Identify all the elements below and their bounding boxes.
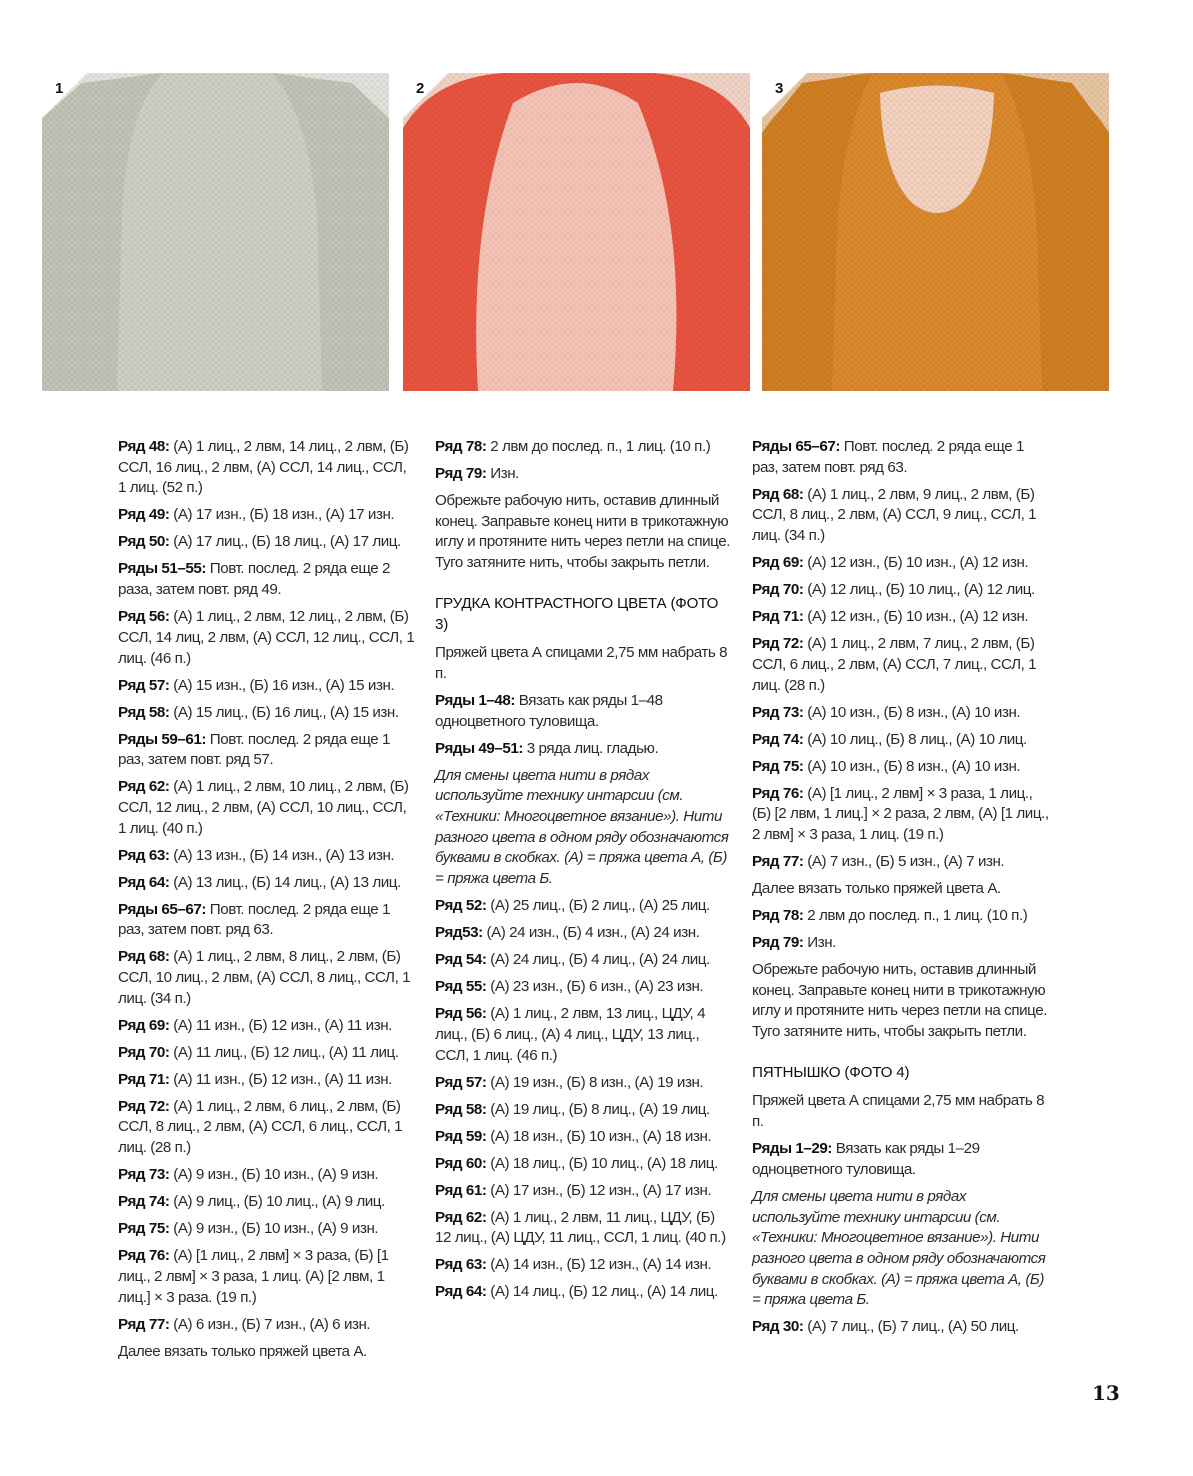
row-instruction [118,1070,416,1091]
row-instruction [752,757,1052,778]
row-text: (А) 17 изн., (Б) 18 изн., (А) 17 изн. [169,506,395,524]
row-text: (А) 12 изн., (Б) 10 изн., (А) 12 изн. [803,608,1029,626]
section-heading: ПЯТНЫШКО (ФОТО 4) [752,1063,910,1081]
row-label: Ряд 50: [118,533,170,551]
row-instruction [752,634,1052,696]
row-label: Ряд 69: [752,554,804,572]
row-label: Ряд 70: [752,581,804,599]
row-instruction [435,1004,731,1066]
row-text: (А) 19 изн., (Б) 8 изн., (А) 19 изн. [486,1073,704,1091]
row-text: (А) 6 изн., (Б) 7 изн., (А) 6 изн. [169,1315,371,1333]
row-text: Повт. послед. 2 ряда еще 2 раза, затем повт. ряд 49. [118,560,390,599]
row-instruction [118,437,416,499]
row-text: Далее вязать только пряжей цвета А. [118,1342,367,1360]
row-label: Ряд 30: [752,1318,804,1336]
row-label: Ряды 65–67: [118,900,206,918]
row-label: Ряды 1–48: [435,691,515,709]
photo-2 [403,73,750,391]
row-text: Пряжей цвета А спицами 2,75 мм набрать 8 п. [435,644,728,682]
photo-number-3: 3 [775,80,784,97]
row-text: (А) 12 лиц., (Б) 10 лиц., (А) 12 лиц. [803,581,1035,599]
row-instruction [435,896,731,917]
knitted-body-red-image [403,73,750,391]
row-text: (А) 15 лиц., (Б) 16 лиц., (А) 15 изн. [169,703,399,721]
row-text: (А) 25 лиц., (Б) 2 лиц., (А) 25 лиц. [486,897,710,915]
row-text: (А) 9 изн., (Б) 10 изн., (А) 9 изн. [169,1220,379,1238]
row-text: (А) 1 лиц., 2 лвм, 9 лиц., 2 лвм, (Б) ССЛ, 8 лиц., 2 лвм, (А) ССЛ, 9 лиц., ССЛ, 1 лиц. (34 п.) [752,485,1037,545]
row-instruction [435,464,731,485]
row-text: (А) 11 лиц., (Б) 12 лиц., (А) 11 лиц. [169,1043,399,1061]
row-text: (А) 1 лиц., 2 лвм, 12 лиц., 2 лвм, (Б) ССЛ, 14 лиц, 2 лвм, (А) ССЛ, 12 лиц., ССЛ, 1 лиц. (46 п.) [118,608,415,667]
intarsia-note: Для смены цвета нити в рядах используйте технику интарсии (см. «Техники: Многоцветное вязание»). Нити разного цвета в одном ряду обозначаются буквами в скобках. (А) = пряжа цвета А, (Б) = пряжа цвета Б. [435,766,729,888]
row-label: Ряд 75: [118,1220,170,1238]
text-column-2 [435,437,731,1309]
row-instruction [435,691,731,732]
row-text: (А) 11 изн., (Б) 12 изн., (А) 11 изн. [169,1016,392,1034]
row-instruction [752,703,1052,724]
row-label: Ряд 78: [435,438,487,455]
row-instruction [435,923,731,944]
row-text: (А) 1 лиц., 2 лвм, 8 лиц., 2 лвм, (Б) ССЛ, 10 лиц., 2 лвм, (А) ССЛ, 8 лиц., ССЛ, 1 лиц. (34 п.) [118,948,411,1007]
row-instruction [118,703,416,724]
row-text: Пряжей цвета А спицами 2,75 мм набрать 8 п. [752,1092,1045,1131]
row-label: Ряд 54: [435,951,487,969]
row-text: (А) 15 изн., (Б) 16 изн., (А) 15 изн. [169,676,395,694]
row-text: 3 ряда лиц. гладью. [522,739,659,757]
row-label: Ряд 77: [752,852,804,870]
row-text: Далее вязать только пряжей цвета А. [752,879,1001,897]
row-label: Ряд 48: [118,438,170,455]
row-text: (А) 24 лиц., (Б) 4 лиц., (А) 24 лиц. [486,951,710,969]
photo-1 [42,73,389,391]
row-instruction [118,1097,416,1159]
row-instruction [752,906,1052,927]
row-text: (А) 7 лиц., (Б) 7 лиц., (А) 50 лиц. [803,1318,1019,1336]
row-instruction [752,485,1052,547]
row-instruction [752,553,1052,574]
row-label: Ряд 70: [118,1043,170,1061]
row-text: Обрежьте рабочую нить, оставив длинный конец. Заправьте конец нити в трикотажную иглу и протяните нить через петли на спице. Туго затяните нить, чтобы закрыть петли. [435,492,730,572]
row-label: Ряд 79: [435,465,487,482]
row-text: Изн. [803,933,836,951]
row-text: 2 лвм до послед. п., 1 лиц. (10 п.) [803,906,1028,924]
row-text: (А) 11 изн., (Б) 12 изн., (А) 11 изн. [169,1070,392,1088]
row-instruction [118,676,416,697]
instruction-paragraph [435,643,731,684]
instruction-paragraph [752,960,1052,1043]
row-instruction [435,950,731,971]
row-instruction [118,607,416,669]
row-text: (А) [1 лиц., 2 лвм] × 3 раза, (Б) [1 лиц., 2 лвм] × 3 раза, 1 лиц. (А) [2 лвм, 1 лиц.] × 3 раза. (19 п.) [118,1247,389,1306]
page-number: 13 [1092,1381,1120,1405]
photo-number-2: 2 [416,80,425,97]
row-label: Ряд 63: [435,1256,487,1274]
row-label: Ряд 71: [118,1070,170,1088]
row-label: Ряд 77: [118,1315,170,1333]
row-text: (А) 1 лиц., 2 лвм, 10 лиц., 2 лвм, (Б) ССЛ, 12 лиц., 2 лвм, (А) ССЛ, 10 лиц., ССЛ, 1 лиц. (40 п.) [118,778,409,837]
row-instruction [118,900,416,941]
row-instruction [752,437,1052,478]
row-instruction [118,947,416,1009]
row-instruction [752,1317,1052,1338]
row-instruction [435,1208,731,1249]
row-text: (А) 9 лиц., (Б) 10 лиц., (А) 9 лиц. [169,1193,385,1211]
row-instruction [118,505,416,526]
knitted-body-grey-image [42,73,389,391]
row-text: (А) 18 изн., (Б) 10 изн., (А) 18 изн. [486,1127,712,1145]
row-instruction [752,1139,1052,1180]
row-instruction [752,852,1052,873]
row-instruction [118,559,416,600]
instruction-paragraph [752,1091,1052,1132]
row-text: (А) 10 изн., (Б) 8 изн., (А) 10 изн. [803,703,1021,721]
row-label: Ряд 56: [118,608,170,626]
row-label: Ряд 56: [435,1005,487,1023]
row-label: Ряд 58: [435,1100,487,1118]
row-instruction [752,784,1052,846]
row-label: Ряд 72: [752,635,804,653]
row-instruction [118,1315,416,1336]
row-label: Ряд 61: [435,1181,487,1199]
row-label: Ряд 58: [118,703,170,721]
section-heading: ГРУДКА КОНТРАСТНОГО ЦВЕТА (ФОТО 3) [435,594,719,633]
row-instruction [435,437,731,458]
row-instruction [435,1073,731,1094]
row-instruction [118,1016,416,1037]
instruction-paragraph [118,1342,416,1363]
row-label: Ряд 74: [118,1193,170,1211]
row-instruction [752,933,1052,954]
row-label: Ряд 76: [118,1247,170,1265]
row-instruction [118,730,416,771]
row-label: Ряд 73: [752,703,804,721]
row-label: Ряды 59–61: [118,730,206,748]
row-text: Обрежьте рабочую нить, оставив длинный конец. Заправьте конец нити в трикотажную иглу и протяните нить через петли на спице. Туго затяните нить, чтобы закрыть петли. [752,960,1047,1041]
row-text: (А) 7 изн., (Б) 5 изн., (А) 7 изн. [803,852,1005,870]
row-text: (А) 1 лиц., 2 лвм, 14 лиц., 2 лвм, (Б) ССЛ, 16 лиц., 2 лвм, (А) ССЛ, 14 лиц., ССЛ, 1 лиц. (52 п.) [118,438,409,497]
row-text: Вязать как ряды 1–48 одноцветного туловища. [435,691,663,730]
row-text: (А) 1 лиц., 2 лвм, 11 лиц., ЦДУ, (Б) 12 лиц., (А) ЦДУ, 11 лиц., ССЛ, 1 лиц. (40 п.) [435,1208,726,1247]
row-instruction [435,1282,731,1303]
row-instruction [435,1154,731,1175]
row-text: (А) 18 лиц., (Б) 10 лиц., (А) 18 лиц. [486,1154,718,1172]
row-instruction [118,1219,416,1240]
row-label: Ряд 62: [435,1208,487,1226]
row-label: Ряд 76: [752,784,804,802]
row-instruction [118,532,416,553]
row-label: Ряд 78: [752,906,804,924]
row-text: (А) 14 изн., (Б) 12 изн., (А) 14 изн. [486,1256,712,1274]
row-text: (А) 1 лиц., 2 лвм, 6 лиц., 2 лвм, (Б) ССЛ, 8 лиц., 2 лвм, (А) ССЛ, 6 лиц., ССЛ, 1 лиц. (28 п.) [118,1097,403,1157]
row-text: (А) 12 изн., (Б) 10 изн., (А) 12 изн. [803,554,1029,572]
row-label: Ряды 65–67: [752,438,840,455]
text-column-3 [752,437,1052,1344]
row-instruction [752,607,1052,628]
row-text: (А) 17 лиц., (Б) 18 лиц., (А) 17 лиц. [169,533,401,551]
row-label: Ряд 75: [752,757,804,775]
row-instruction [752,580,1052,601]
photo-number-1: 1 [55,80,64,97]
row-text: (А) [1 лиц., 2 лвм] × 3 раза, 1 лиц., (Б) [2 лвм, 1 лиц.] × 2 раза, 2 лвм, (А) [1 лиц., 2 лвм] × 3 раза, 1 лиц. (19 п.) [752,784,1049,843]
row-instruction [435,977,731,998]
row-label: Ряд 59: [435,1127,487,1145]
row-label: Ряд 57: [435,1073,487,1091]
row-text: (А) 13 лиц., (Б) 14 лиц., (А) 13 лиц. [169,873,401,891]
row-instruction [118,1165,416,1186]
row-label: Ряд 52: [435,897,487,915]
row-label: Ряд 60: [435,1154,487,1172]
photo-3 [762,73,1109,391]
row-label: Ряд 68: [752,485,804,503]
intarsia-note: Для смены цвета нити в рядах используйте технику интарсии (см. «Техники: Многоцветное вязание»). Нити разного цвета в одном ряду обозначаются буквами в скобках. (А) = пряжа цвета А, (Б) = пряжа цвета Б. [752,1187,1046,1309]
row-text: Повт. послед. 2 ряда еще 1 раз, затем повт. ряд 63. [118,900,390,939]
row-instruction [118,1192,416,1213]
row-text: (А) 19 лиц., (Б) 8 лиц., (А) 19 лиц. [486,1100,710,1118]
row-instruction [435,739,731,760]
row-instruction [118,1246,416,1308]
row-label: Ряды 49–51: [435,739,523,757]
row-text: 2 лвм до послед. п., 1 лиц. (10 п.) [486,438,711,455]
row-label: Ряд53: [435,924,483,942]
row-text: (А) 13 изн., (Б) 14 изн., (А) 13 изн. [169,846,395,864]
row-text: Вязать как ряды 1–29 одноцветного туловища. [752,1140,980,1178]
row-label: Ряд 72: [118,1097,170,1115]
row-text: (А) 10 лиц., (Б) 8 лиц., (А) 10 лиц. [803,730,1027,748]
row-label: Ряд 68: [118,948,170,966]
row-instruction [118,777,416,839]
knitted-body-orange-image [762,73,1109,391]
row-text: (А) 23 изн., (Б) 6 изн., (А) 23 изн. [486,978,704,996]
row-instruction [435,1181,731,1202]
row-text: Повт. послед. 2 ряда еще 1 раз, затем повт. ряд 57. [118,730,390,769]
row-label: Ряд 71: [752,608,804,626]
row-instruction [118,1043,416,1064]
row-label: Ряд 69: [118,1016,170,1034]
row-label: Ряд 49: [118,506,170,524]
row-instruction [435,1255,731,1276]
row-text: (А) 1 лиц., 2 лвм, 7 лиц., 2 лвм, (Б) ССЛ, 6 лиц., 2 лвм, (А) ССЛ, 7 лиц., ССЛ, 1 лиц. (28 п.) [752,635,1037,694]
row-label: Ряд 79: [752,933,804,951]
row-instruction [118,846,416,867]
row-text: (А) 1 лиц., 2 лвм, 13 лиц., ЦДУ, 4 лиц., (Б) 6 лиц., (А) 4 лиц., ЦДУ, 13 лиц., ССЛ, 1 лиц. (46 п.) [435,1005,706,1064]
row-text: (А) 17 изн., (Б) 12 изн., (А) 17 изн. [486,1181,712,1199]
row-instruction [118,873,416,894]
row-label: Ряд 74: [752,730,804,748]
text-column-1 [118,437,416,1369]
row-instruction [435,1100,731,1121]
row-text: Повт. послед. 2 ряда еще 1 раз, затем повт. ряд 63. [752,438,1024,476]
row-text: (А) 10 изн., (Б) 8 изн., (А) 10 изн. [803,757,1021,775]
row-text: (А) 24 изн., (Б) 4 изн., (А) 24 изн. [482,924,700,942]
row-text: (А) 14 лиц., (Б) 12 лиц., (А) 14 лиц. [486,1283,718,1301]
row-instruction [752,730,1052,751]
row-label: Ряд 55: [435,978,487,996]
row-label: Ряды 51–55: [118,560,206,578]
instruction-paragraph [435,491,731,574]
row-label: Ряд 63: [118,846,170,864]
row-label: Ряд 64: [118,873,170,891]
row-text: Изн. [486,465,519,482]
row-text: (А) 9 изн., (Б) 10 изн., (А) 9 изн. [169,1166,379,1184]
row-label: Ряд 73: [118,1166,170,1184]
row-label: Ряд 62: [118,778,170,796]
instruction-paragraph [752,879,1052,900]
row-label: Ряд 57: [118,676,170,694]
row-label: Ряды 1–29: [752,1140,832,1158]
row-instruction [435,1127,731,1148]
row-label: Ряд 64: [435,1283,487,1301]
